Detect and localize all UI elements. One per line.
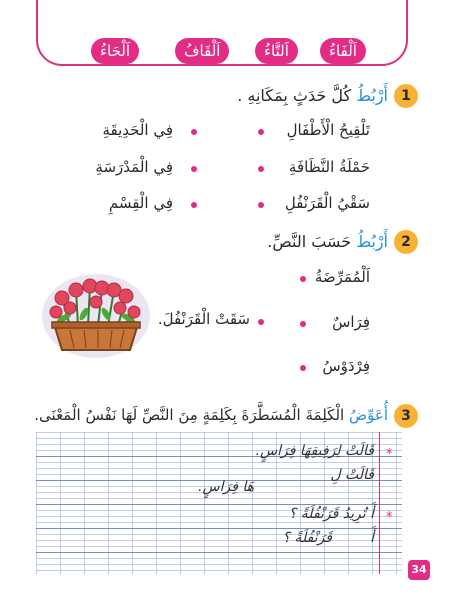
bullet-star: *: [386, 447, 393, 462]
exercise-3-verb: أُعَوِّضُ: [348, 406, 388, 424]
letter-pill-faa: اَلْفَاءُ: [320, 38, 366, 64]
match-dot[interactable]: [258, 319, 264, 325]
match-dot[interactable]: [191, 129, 197, 135]
exercise-2-title: [267, 232, 388, 251]
place-2: فِي الْمَدْرَسَةِ: [95, 158, 173, 176]
match-dot[interactable]: [300, 365, 306, 371]
answer-1-start[interactable]: قَالَتْ لِ: [330, 467, 374, 483]
event-2: حَمْلَةُ النَّظَافَةِ: [288, 158, 370, 176]
match-dot[interactable]: [191, 202, 197, 208]
page-number: 34: [408, 560, 430, 580]
event-1: تَلْقِيحُ الْأَطْفَالِ: [286, 121, 370, 139]
exercise-1-verb: أَرْبُطُ: [356, 86, 388, 105]
match-dot[interactable]: [191, 166, 197, 172]
exercise-1-number: 1: [394, 84, 418, 108]
place-3: فِي الْقِسْمِ: [108, 194, 173, 212]
bullet-star: *: [386, 510, 393, 525]
place-1: فِي الْحَدِيقَةِ: [102, 121, 173, 139]
exercise-1-instruction: كُلَّ حَدَثٍ بِمَكَانِهِ .: [237, 86, 352, 105]
exercise-1-title: [237, 86, 388, 105]
answer-1-end[interactable]: هَا فِرَاسٍ.: [198, 479, 254, 495]
exercise-2-instruction: حَسَبَ النَّصِّ.: [267, 232, 352, 251]
sentence-2[interactable]: أَ تُرِيدُ قَرَنْفُلَةً ؟: [288, 506, 374, 522]
option-2: فِرَاسٌ: [332, 313, 370, 331]
exercise-3-number: 3: [394, 404, 418, 428]
answer-2-end[interactable]: قَرَنْفُلَةً ؟: [282, 530, 332, 546]
match-dot[interactable]: [300, 321, 306, 327]
option-3: فِرْدَوْسُ: [322, 357, 370, 375]
exercise-2-verb: أَرْبُطُ: [356, 232, 388, 251]
match-dot[interactable]: [258, 166, 264, 172]
exercise-2-number: 2: [394, 230, 418, 254]
exercise-3-title: [34, 406, 388, 424]
answer-2-start[interactable]: أَ: [370, 530, 374, 546]
carnation-pot-illustration: [40, 268, 152, 360]
sentence-1[interactable]: قَالَتْ لِرَفِيقِهَا فِرَاسٍ.: [255, 443, 374, 459]
option-1: اَلْمُمَرِّضَةُ: [314, 268, 370, 286]
letter-pill-qaf: اَلْقَافُ: [175, 38, 229, 64]
match-dot[interactable]: [258, 202, 264, 208]
event-3: سَقْيُ الْقَرَنْفُلِ: [284, 194, 370, 212]
match-dot[interactable]: [300, 276, 306, 282]
exercise-3-instruction: الْكَلِمَةَ الْمُسَطَّرَةَ بِكَلِمَةٍ مِنَ النَّصِّ لَهَا نَفْسُ الْمَعْنَى.: [34, 406, 345, 424]
sentence-watered-carnations: سَقَتْ الْقَرَنْفُلَ.: [157, 310, 250, 328]
letter-pill-haa: اَلْحَاءُ: [91, 38, 139, 64]
letter-pill-taa: اَلتَّاءُ: [255, 38, 298, 64]
match-dot[interactable]: [258, 129, 264, 135]
